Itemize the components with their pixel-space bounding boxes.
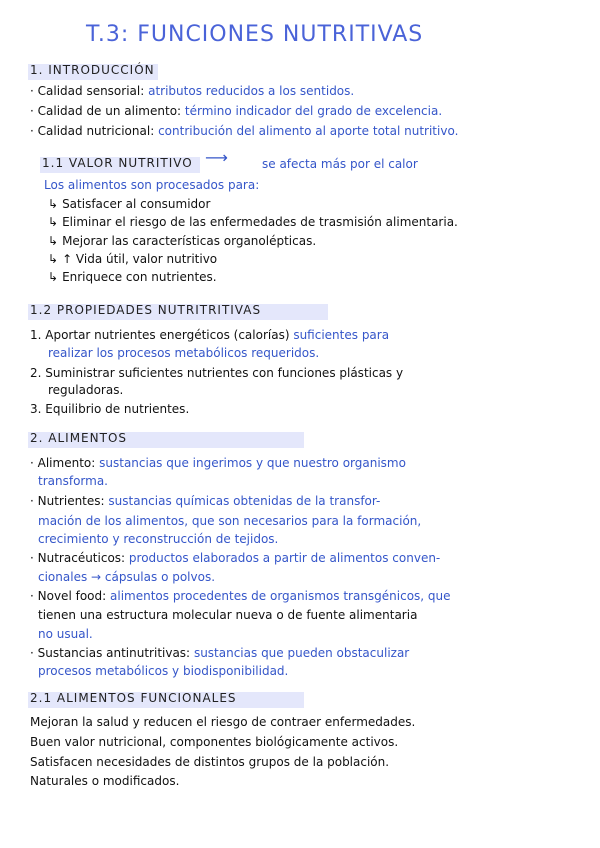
arrow-icon: ↳ [48, 197, 59, 211]
list-item: ↳ Mejorar las características organolépticas. [48, 234, 317, 248]
definition-continuation: cionales → cápsulas o polvos. [38, 570, 216, 584]
list-item: ↳ Eliminar el riesgo de las enfermedades de trasmisión alimentaria. [48, 215, 458, 229]
list-item-continuation: reguladoras. [48, 383, 124, 397]
definition-novel-food: · Novel food: alimentos procedentes de organismos transgénicos, que [30, 589, 451, 603]
arrow-icon: ↳ [48, 270, 59, 284]
list-item: Mejoran la salud y reducen el riesgo de contraer enfermedades. [30, 715, 416, 729]
list-intro: Los alimentos son procesados para: [44, 178, 260, 192]
list-item: Buen valor nutricional, componentes biológicamente activos. [30, 735, 399, 749]
heading-note: se afecta más por el calor [262, 157, 418, 171]
arrow-icon: ↳ [48, 234, 59, 248]
definition-alimento: · Alimento: sustancias que ingerimos y que nuestro organismo [30, 456, 406, 470]
arrow-icon: ↳ [48, 252, 59, 266]
list-item-continuation: realizar los procesos metabólicos requeridos. [48, 346, 320, 360]
definition-continuation: mación de los alimentos, que son necesarios para la formación, [38, 514, 422, 528]
list-item: 1. Aportar nutrientes energéticos (calorías) suficientes para [30, 328, 390, 342]
definition-continuation: tienen una estructura molecular nueva o de fuente alimentaria [38, 608, 418, 622]
list-item: ↳ Satisfacer al consumidor [48, 197, 211, 211]
section-heading-valor-nutritivo: 1.1 VALOR NUTRITIVO [42, 156, 193, 170]
arrow-icon: ⟶ [205, 148, 228, 167]
list-item: Naturales o modificados. [30, 774, 180, 788]
definition-continuation: transforma. [38, 474, 108, 488]
section-heading-propiedades: 1.2 PROPIEDADES NUTRITRITIVAS [30, 303, 262, 317]
definition-antinutritivas: · Sustancias antinutritivas: sustancias que pueden obstaculizar [30, 646, 410, 660]
definition-continuation: no usual. [38, 627, 93, 641]
list-item: 3. Equilibrio de nutrientes. [30, 402, 190, 416]
page-title: T.3: FUNCIONES NUTRITIVAS [86, 22, 424, 47]
definition-nutrientes: · Nutrientes: sustancias químicas obtenidas de la transfor- [30, 494, 381, 508]
list-item: · Calidad nutricional: contribución del alimento al aporte total nutritivo. [30, 124, 459, 138]
list-item: ↳ Enriquece con nutrientes. [48, 270, 217, 284]
list-item: · Calidad de un alimento: término indicador del grado de excelencia. [30, 104, 443, 118]
list-item: Satisfacen necesidades de distintos grupos de la población. [30, 755, 390, 769]
list-item: · Calidad sensorial: atributos reducidos a los sentidos. [30, 84, 355, 98]
list-item: ↳ ↑ Vida útil, valor nutritivo [48, 252, 218, 266]
list-item: 2. Suministrar suficientes nutrientes con funciones plásticas y [30, 366, 404, 380]
section-heading-introduccion: 1. INTRODUCCIÓN [30, 63, 155, 77]
definition-continuation: procesos metabólicos y biodisponibilidad. [38, 664, 289, 678]
definition-continuation: crecimiento y reconstrucción de tejidos. [38, 532, 279, 546]
section-heading-alimentos: 2. ALIMENTOS [30, 431, 128, 445]
arrow-icon: ↳ [48, 215, 59, 229]
definition-nutraceuticos: · Nutracéuticos: productos elaborados a partir de alimentos conven- [30, 551, 441, 565]
section-heading-alimentos-funcionales: 2.1 ALIMENTOS FUNCIONALES [30, 691, 237, 705]
